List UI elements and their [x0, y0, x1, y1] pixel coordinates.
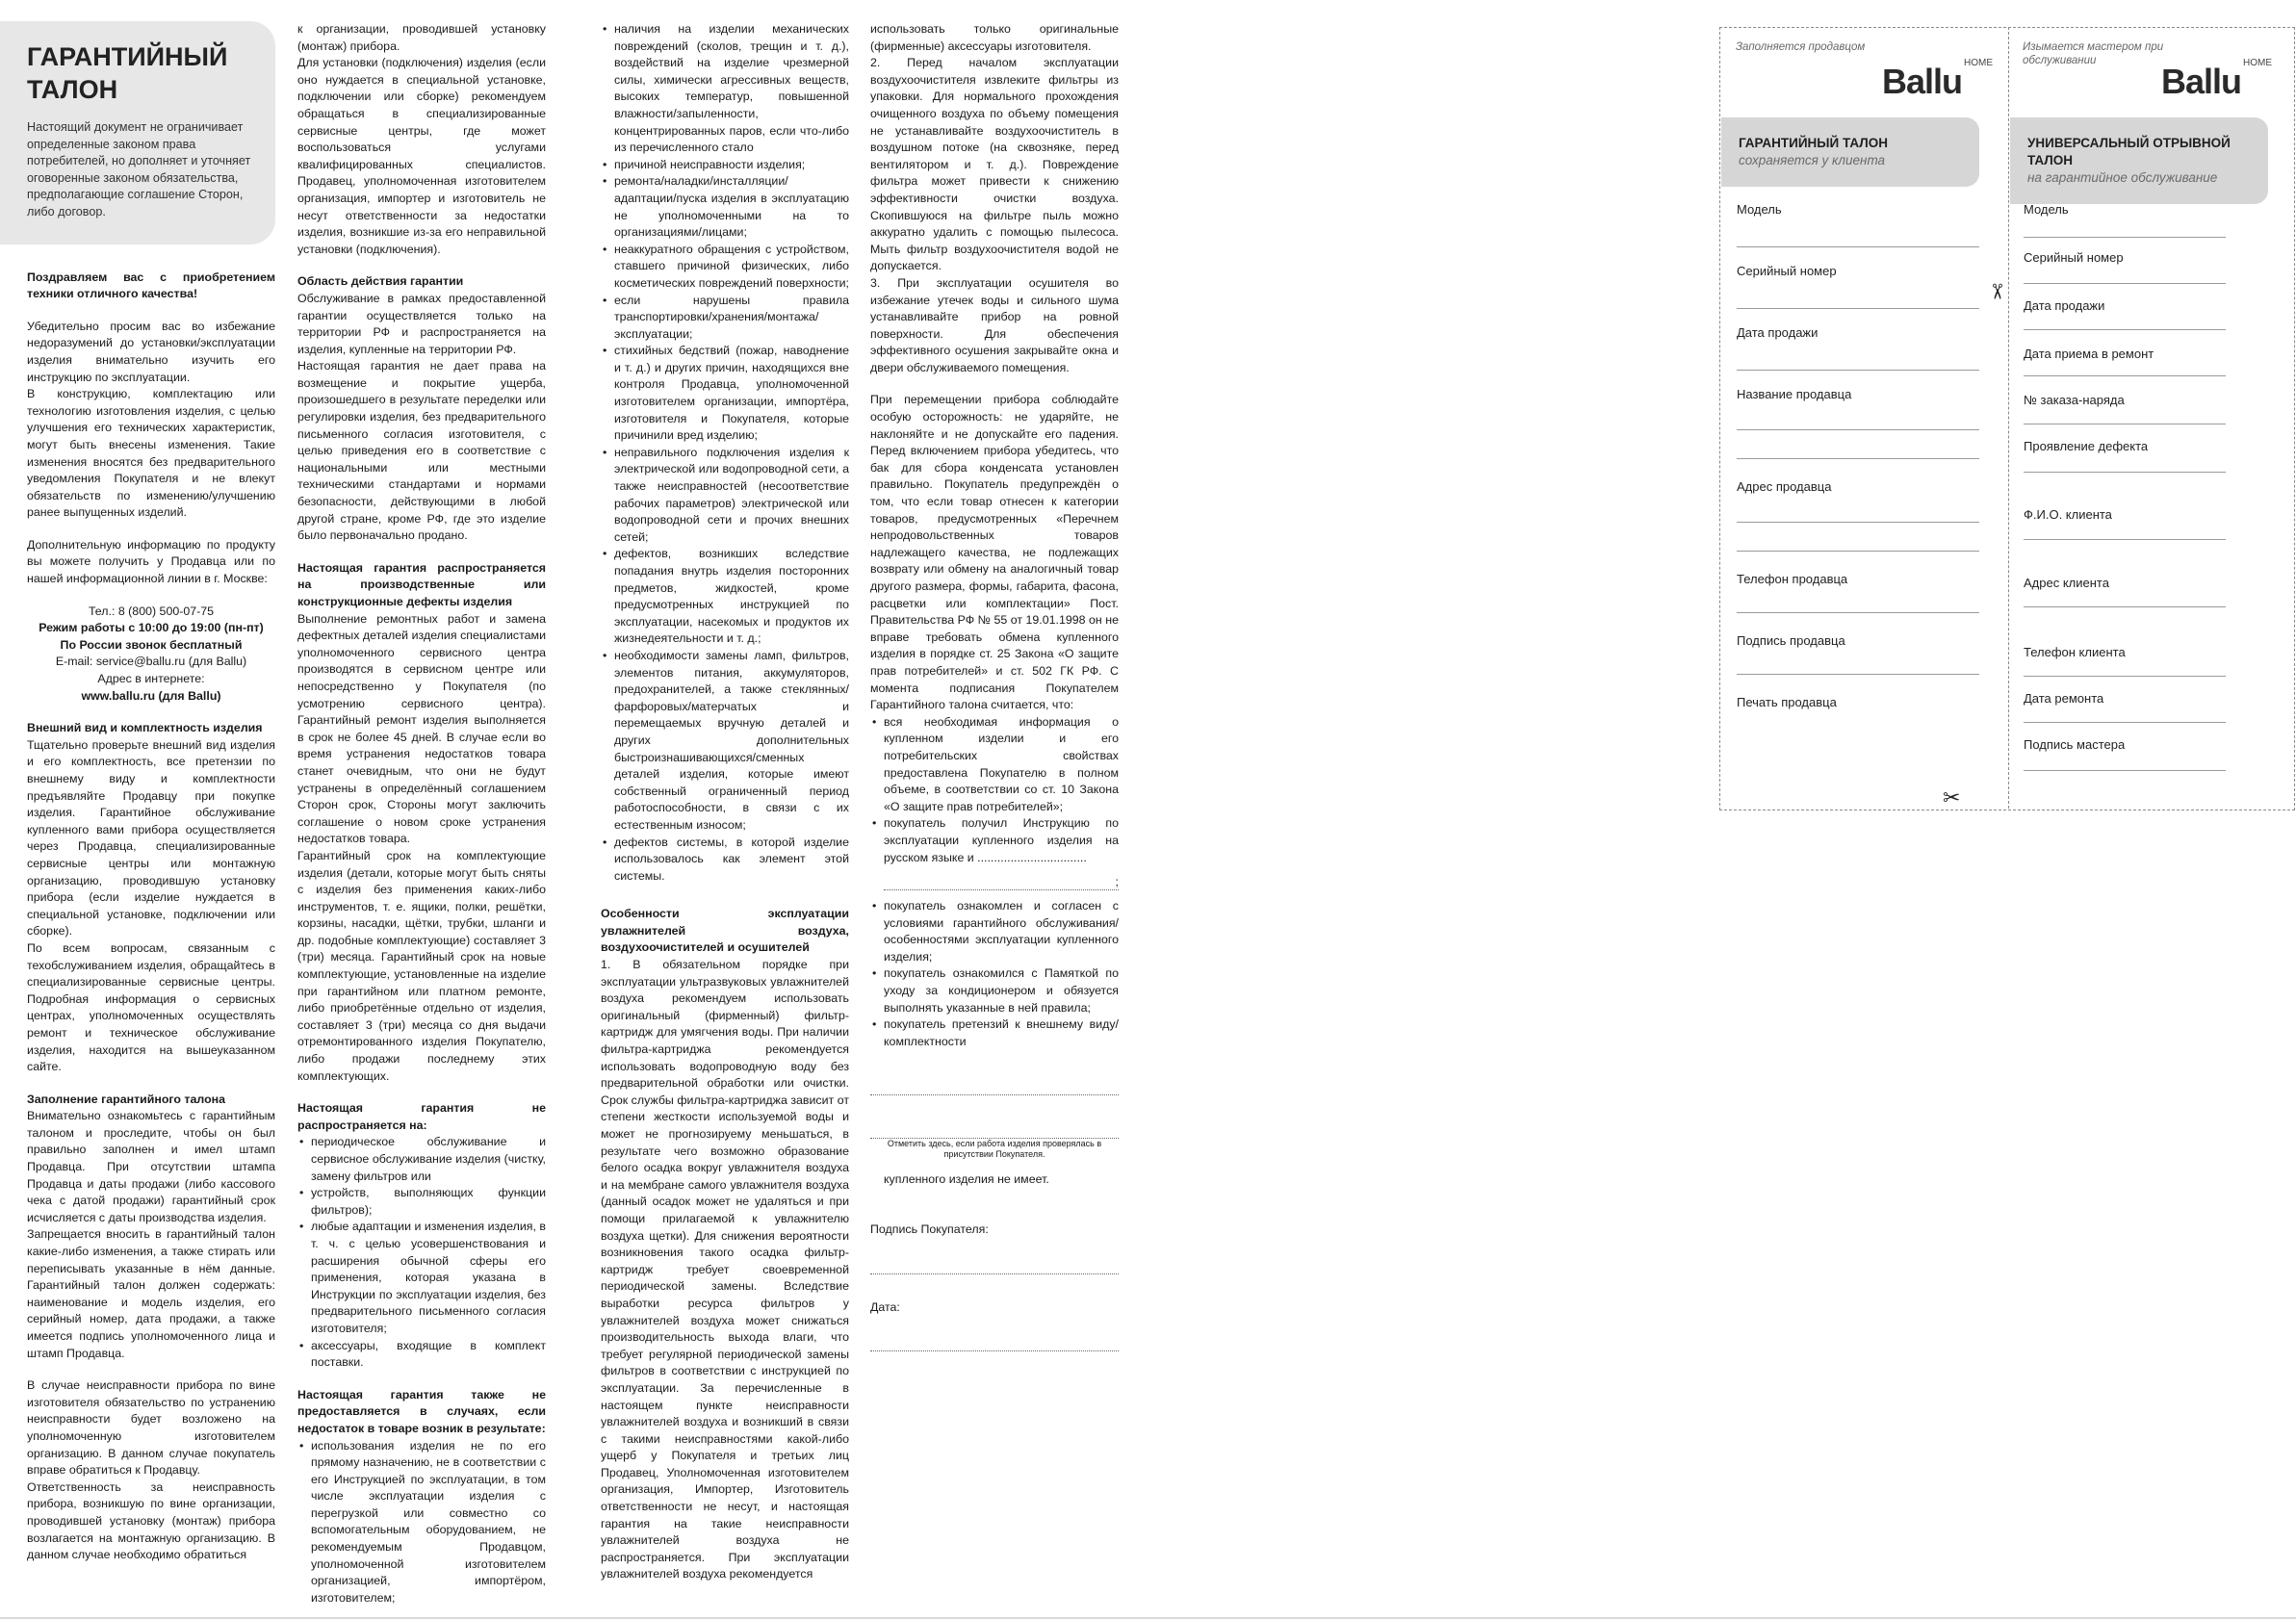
coupon-title-box [1721, 117, 1979, 187]
list-item: • неправильного подключения изделия к электрической или водопроводной сети, а также неисправностей (несоответствие рабочих параметров) электрической или водопроводной сети и прочих внешних сетей; [614, 445, 849, 547]
list-item: • аксессуары, входящие в комплект поставки. [311, 1338, 546, 1372]
field-label: Дата приема в ремонт [2024, 347, 2154, 361]
field-input-line[interactable] [1737, 674, 1979, 675]
field-label: Дата продажи [1737, 325, 1819, 340]
list-item: • причиной неисправности изделия; [614, 157, 849, 174]
field-label: Серийный номер [1737, 264, 1837, 278]
scissors-icon: ✂ [1985, 282, 2010, 301]
field-label: Серийный номер [2024, 250, 2124, 265]
list-item: • любые адаптации и изменения изделия, в т. ч. с целью усовершенствования и расширения обычной сферы его применения, которая указана в Инструкции по эксплуатации изделия, без предварительного письменного согласия изготовителя; [311, 1219, 546, 1337]
field-label: Название продавца [1737, 387, 1852, 401]
coupon-divider [2008, 27, 2009, 809]
page-bottom-rule [0, 1617, 2296, 1619]
field-input-line[interactable] [2024, 472, 2226, 473]
paragraph: Внимательно ознакомьтесь с гарантийным талоном и проследите, чтобы он был правильно заполнен и имел штамп Продавца. При отсутствии штампа Продавца и даты продажи (либо кассового чека с датой продажи) гарантийный срок исчисляется с даты производства изделия. [27, 1109, 275, 1224]
field-input-line[interactable] [1737, 458, 1979, 459]
paragraph: Обслуживание в рамках предоставленной гарантии осуществляется только на территории РФ и распространяется на изделия, купленные на территории РФ. [297, 291, 546, 356]
paragraph: Запрещается вносить в гарантийный талон какие-либо изменения, а также стирать или переписывать указанные в нём данные. Гарантийный талон должен содержать: наименование и модель изделия, его серийный номер, дата продажи, а также имеется подпись уполномоченного лица и штамп Продавца. [27, 1227, 275, 1360]
paragraph: 1. В обязательном порядке при эксплуатации ультразвуковых увлажнителей воздуха рекомендуем использовать оригинальный (фирменный) фильтр-картридж для умягчения воды. При наличии фильтра-картриджа рекомендуется использовать водопроводную воду без предварительной обработки или очистки. Срок службы фильтра-картриджа зависит от степени жесткости используемой воды и может не прогнозируему меньшаться, в результате чего возможно образование белого осадка вокруг увлажнителя воздуха и на мембране самого увлажнителя воздуха (данный осадок может не удаляться и при помощи прилагаемой к увлажнителю воздуха щетки). Для снижения вероятности возникновения такого осадка фильтр-картридж требует своевременной периодической замены. Вследствие выработки ресурса фильтров у увлажнителей воздуха может снижаться производительность выхода влаги, что требует регулярной периодической замены фильтров в соответствии с инструкцией по эксплуатации. За перечисленные в настоящем пункте неисправности увлажнителей воздуха и возникший в связи с такими неисправностями какой-либо ущерб у Покупателя и третьих лиц Продавец, Уполномоченная изготовителем организация, Импортер, Изготовитель ответственности не несут, и настоящая гарантия на такие неисправности увлажнителей воздуха не распространяется. При эксплуатации увлажнителей воздуха рекомендуется [601, 958, 849, 1581]
list-item: • неаккуратного обращения с устройством, ставшего причиной физических, либо косметических повреждений поверхности; [614, 242, 849, 293]
paragraph: В случае неисправности прибора по вине изготовителя обязательство по устранению неисправности будет возложено на уполномоченную изготовителем организацию. В данном случае покупатель вправе обратиться к Продавцу. [27, 1378, 275, 1478]
field-input-line[interactable] [1737, 246, 1979, 247]
field-input-line[interactable] [2024, 375, 2226, 376]
section-heading: Область действия гарантии [297, 274, 464, 289]
coupon-title: УНИВЕРСАЛЬНЫЙ ОТРЫВНОЙ ТАЛОН [2027, 136, 2231, 167]
bought-line: купленного изделия не имеет. [884, 1172, 1049, 1187]
congrats-heading: Поздравляем вас с приобретением техники отличного качества! [27, 270, 275, 301]
list-item: • необходимости замены ламп, фильтров, элементов питания, аккумуляторов, предохранителей, а также стеклянных/фарфоровых/матерчатых и перемещаемых вручную деталей и других дополнительных быстроизнашивающихся/сменных деталей изделия, которые имеют собственный ограниченный период работоспособности, в связи с их естественным износом; [614, 648, 849, 835]
list-item: • дефектов системы, в которой изделие использовалось как элемент этой системы. [614, 835, 849, 886]
paragraph: При перемещении прибора соблюдайте особую осторожность: не ударяйте, не наклоняйте и не допускайте его падения. Перед включением прибора убедитесь, что бак для сбора конденсата установлен правильно. Покупатель предупреждён о том, что если товар отнесен к категории товаров, предусмотренных «Перечнем непродовольственных товаров надлежащего качества, не подлежащих возврату или обмену на аналогичный товар другого размера, формы, габарита, фасона, расцветки или комплектации» Пост. Правительства РФ № 55 от 19.01.1998 он не вправе требовать обмена купленного изделия в порядке ст. 25 Закона «О защите прав потребителей» и ст. 502 ГК РФ. С момента подписания Покупателем Гарантийного талона считается, что: [870, 393, 1119, 712]
fill-in-line[interactable] [870, 1120, 1119, 1139]
paragraph: Гарантийный срок на комплектующие изделия (детали, которые могут быть сняты с изделия без применения каких-либо инструментов, т. е. ящики, полки, решётки, корзины, насадки, щётки, трубки, шланги и др. подобные комплектующие) составляет 3 (три) месяца. Гарантийный срок на новые комплектующие, установленные на изделие при гарантийном или платном ремонте, либо приобретённые отдельно от изделия, составляет 3 (три) месяца со дня выдачи отремонтированного изделия Покупателю, либо продажи последнему этих комплектующих. [297, 848, 546, 1083]
list-item: • покупатель ознакомился с Памяткой по уходу за кондиционером и обязуется выполнять указанные в ней правила; [884, 965, 1119, 1016]
contact-block [27, 604, 275, 706]
field-input-line[interactable] [1737, 612, 1979, 613]
ballu-logo: Ballu HOME [2161, 58, 2273, 101]
email-line: E-mail: service@ballu.ru (для Ballu) [55, 655, 247, 669]
list-item: • наличия на изделии механических повреждений (сколов, трещин и т. д.), воздействий на изделие чрезмерной силы, химически агрессивных веществ, высоких температур, повышенной влажности/запыленности, концентрированных паров, если что-либо из перечисленного стало [614, 21, 849, 157]
list-item: • дефектов, возникших вследствие попадания внутрь изделия посторонних предметов, жидкостей, кроме предусмотренных инструкцией по эксплуатации, насекомых и продуктов их жизнедеятельности и т. д.; [614, 546, 849, 648]
coupon-caption: Заполняется продавцом [1736, 41, 1866, 53]
fill-in-line[interactable]: ; [884, 872, 1119, 890]
field-input-line[interactable] [2024, 283, 2226, 284]
field-label: Проявление дефекта [2024, 439, 2149, 453]
section-heading: Особенности эксплуатации увлажнителей воздуха, воздухоочистителей и осушителей [601, 907, 849, 955]
list-item: • использования изделия не по его прямому назначению, не в соответствии с его Инструкцией по эксплуатации, в том числе эксплуатации изделия с перегрузкой или совместно со вспомогательным оборудованием, не рекомендуемым Продавцом, уполномоченной изготовителем организацией, импортёром, изготовителем; [311, 1438, 546, 1607]
bullet-list [297, 1134, 546, 1371]
bullet-list [870, 714, 1119, 866]
phone-line: Тел.: 8 (800) 500-07-75 [88, 604, 215, 618]
check-note: Отметить здесь, если работа изделия проверялась в присутствии Покупателя. [887, 1139, 1102, 1160]
field-input-line[interactable] [2024, 606, 2226, 607]
field-label: Телефон клиента [2024, 645, 2126, 659]
section-heading: Заполнение гарантийного талона [27, 1092, 226, 1106]
field-input-line[interactable] [1737, 551, 1979, 552]
date-line[interactable] [870, 1333, 1119, 1351]
column-2 [297, 21, 546, 1607]
buyer-sign-label: Подпись Покупателя: [870, 1222, 989, 1237]
field-input-line[interactable] [2024, 770, 2226, 771]
web-label: Адрес в интернете: [97, 672, 205, 686]
page-title: ГАРАНТИЙНЫЙ ТАЛОН [27, 42, 228, 104]
bullet-list [601, 21, 849, 885]
date-label: Дата: [870, 1299, 900, 1314]
field-label: Модель [1737, 202, 1782, 217]
paragraph: 2. Перед началом эксплуатации воздухоочистителя извлеките фильтры из упаковки. Для нормального прохождения очищенного воздуха по объему помещения не устанавливайте воздухоочиститель в воздушном потоке (на сквозняке, перед вентилятором и т. д.). Повреждение фильтра может привести к снижению эффективности очистки воздуха. Скопившуюся на фильтре пыль можно аккуратно удалить с помощью пылесоса. Мыть фильтр воздухоочистителя водой не допускается. [870, 56, 1119, 273]
field-label: Дата ремонта [2024, 691, 2104, 706]
paragraph: Настоящая гарантия не дает права на возмещение и покрытие ущерба, произошедшего в результате переделки или регулировки изделия, без предварительного письменного согласия изготовителя, с целью приведения его в соответствие с национальными или местными техническими стандартами и нормами безопасности, действующими в любой другой стране, кроме РФ, где это изделие было первоначально продано. [297, 359, 546, 543]
ballu-logo: Ballu HOME [1882, 58, 1994, 101]
field-input-line[interactable] [2024, 237, 2226, 238]
scissors-icon: ✂ [1943, 785, 1961, 810]
list-item: • покупатель ознакомлен и согласен с условиями гарантийного обслуживания/особенностями эксплуатации купленного изделия; [884, 898, 1119, 965]
free-call-line: По России звонок бесплатный [60, 637, 243, 652]
field-label: Адрес клиента [2024, 576, 2109, 590]
field-label: Подпись продавца [1737, 633, 1845, 648]
field-label: Модель [2024, 202, 2069, 217]
list-item: • периодическое обслуживание и сервисное обслуживание изделия (чистку, замену фильтров или [311, 1134, 546, 1185]
field-input-line[interactable] [2024, 539, 2226, 540]
paragraph: использовать только оригинальные (фирменные) аксессуары изготовителя. [870, 22, 1119, 53]
paragraph: Выполнение ремонтных работ и замена дефектных деталей изделия специалистами уполномоченного сервисного центра производятся в сервисном центре или непосредственно у Покупателя (по усмотрению сервисного центра). Гарантийный ремонт изделия выполняется в срок не более 45 дней. В случае если во время устранения недостатков товара станет очевидным, что они не будут устранены в определённый соглашением Сторон срок, Стороны могут заключить соглашение о новом сроке устранения недостатков товара. [297, 611, 546, 846]
paragraph: Убедительно просим вас во избежание недоразумений до установки/эксплуатации изделия внимательно изучить его инструкцию по эксплуатации. [27, 319, 275, 384]
section-heading: Настоящая гарантия распространяется на производственные или конструкционные дефекты изделия [297, 560, 546, 608]
section-heading: Настоящая гарантия также не предоставляется в случаях, если недостаток в товаре возник в результате: [297, 1387, 546, 1435]
hours-line: Режим работы с 10:00 до 19:00 (пн-пт) [39, 621, 264, 635]
field-input-line[interactable] [2024, 676, 2226, 677]
field-label: Дата продажи [2024, 298, 2105, 313]
column-1 [27, 21, 275, 1564]
coupon-title: ГАРАНТИЙНЫЙ ТАЛОН [1739, 136, 1888, 150]
field-label: Подпись мастера [2024, 737, 2126, 752]
paragraph: По всем вопросам, связанным с техобслуживанием изделия, обращайтесь в специализированные сервисные центры. Подробная информация о сервисных центрах, уполномоченных осуществлять ремонт и техническое обслуживание изделия, находится на вышеуказанном сайте. [27, 940, 275, 1074]
section-heading: Внешний вид и комплектность изделия [27, 721, 263, 735]
list-item: • стихийных бедствий (пожар, наводнение и т. д.) и других причин, находящихся вне контроля Продавца, уполномоченной изготовителем организации, импортёра, изготовителя и Покупателя, которые причинили вред изделию; [614, 343, 849, 445]
list-item: • покупатель получил Инструкцию по эксплуатации купленного изделия на русском языке и ................................. [884, 815, 1119, 866]
list-item: • если нарушены правила транспортировки/хранения/монтажа/эксплуатации; [614, 293, 849, 344]
field-input-line[interactable] [2024, 329, 2226, 330]
field-label: Ф.И.О. клиента [2024, 507, 2112, 522]
field-input-line[interactable] [2024, 722, 2226, 723]
title-banner [0, 21, 275, 244]
field-label: Телефон продавца [1737, 572, 1848, 586]
field-input-line[interactable] [1737, 522, 1979, 523]
field-label: Печать продавца [1737, 695, 1837, 709]
field-input-line[interactable] [1737, 308, 1979, 309]
list-item: • устройств, выполняющих функции фильтров); [311, 1185, 546, 1219]
field-input-line[interactable] [1737, 370, 1979, 371]
paragraph: Ответственность за неисправность прибора, возникшую по вине организации, проводившей установку (монтаж) прибора возлагается на монтажную организацию. В данном случае необходимо обратиться [27, 1479, 275, 1562]
fill-in-line[interactable] [870, 1077, 1119, 1095]
list-item: • вся необходимая информация о купленном изделии и его потребительских свойствах предоставлена Покупателю в полном объеме, в соответствии со ст. 10 Закона «О защите прав потребителей»; [884, 714, 1119, 816]
list-item: • ремонта/наладки/инсталляции/адаптации/пуска изделия в эксплуатацию не уполномоченными на то организациями/лицами; [614, 173, 849, 241]
paragraph: Для установки (подключения) изделия (если оно нуждается в специальной установке, подключении или сборке) рекомендуем обращаться в специализированные сервисные центры, где может воспользоваться услугами квалифицированных специалистов. Продавец, уполномоченная изготовителем организация, импортер и изготовитель не несут ответственности за недостатки изделия, возникшие из-за его неправильной установки (подключения). [297, 56, 546, 256]
list-item: • покупатель претензий к внешнему виду/комплектности [884, 1016, 1119, 1050]
bullet-list [297, 1438, 546, 1607]
section-heading: Настоящая гарантия не распространяется на: [297, 1101, 546, 1132]
bullet-list [870, 898, 1119, 1050]
buyer-sign-line[interactable] [870, 1256, 1119, 1274]
field-input-line[interactable] [1737, 429, 1979, 430]
field-label: № заказа-наряда [2024, 393, 2125, 407]
coupon-subtitle: сохраняется у клиента [1739, 153, 1886, 167]
field-label: Адрес продавца [1737, 479, 1832, 494]
coupon-subtitle: на гарантийное обслуживание [2027, 170, 2218, 185]
coupon-caption: Изымается мастером при обслуживании [2023, 41, 2164, 66]
intro-text: Настоящий документ не ограничивает определенные законом права потребителей, но дополняет и уточняет оговоренные законом обязательства, предполагающие соглашение Сторон, либо договор. [27, 120, 251, 219]
paragraph: Дополнительную информацию по продукту вы можете получить у Продавца или по нашей информационной линии в г. Москве: [27, 537, 275, 586]
web-link[interactable]: www.ballu.ru (для Ballu) [81, 688, 221, 703]
column-3 [601, 21, 849, 1583]
paragraph: В конструкцию, комплектацию или технологию изготовления изделия, с целью улучшения его технических характеристик, могут быть внесены изменения. Такие изменения вносятся без предварительного уведомления Покупателя и не влекут обязательств по изменению/улучшению ранее выпущенных изделий. [27, 387, 275, 520]
paragraph: 3. При эксплуатации осушителя во избежание утечек воды и сильного шума устанавливайте прибор на ровной поверхности. Для обеспечения эффективного осушения закрывайте окна и двери обслуживаемого помещения. [870, 275, 1119, 374]
paragraph: Тщательно проверьте внешний вид изделия и его комплектность, все претензии по внешнему виду и комплектности предъявляйте Продавцу при покупке изделия. Гарантийное обслуживание купленного вами прибора осуществляется через Продавца, специализированные сервисные центры или монтажную организацию, проводившую установку прибора (если изделие нуждается в специальной установке, подключении или сборке). [27, 737, 275, 939]
coupon-title-box [2010, 117, 2268, 204]
paragraph: к организации, проводившей установку (монтаж) прибора. [297, 22, 546, 53]
column-4 [870, 21, 1119, 1351]
